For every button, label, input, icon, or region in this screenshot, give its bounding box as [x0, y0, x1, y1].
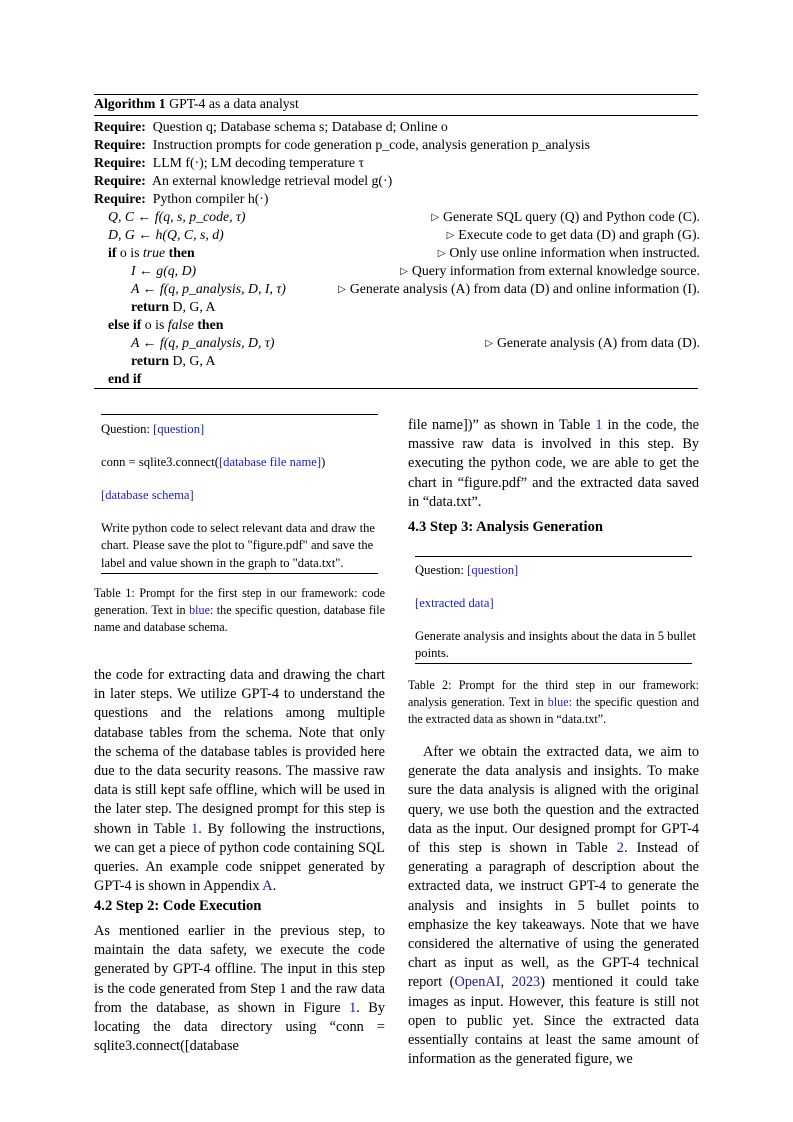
- step-execute-code-comment: ▷ Execute code to get data (D) and graph (G).: [446, 227, 700, 242]
- algorithm-header: [94, 96, 299, 112]
- table1-connect: conn = sqlite3.connect([database file name]): [101, 455, 326, 469]
- step-query-knowledge-comment: ▷ Query information from external knowledge source.: [400, 263, 700, 278]
- left-paragraph-1: the code for extracting data and drawing the chart in later steps. We utilize GPT-4 to understand the questions and the relations among multiple database tables from the schema. Note that only the schema of the database tables is provided here due to the data security reasons. The massive raw data is still kept safe offline, which will be used in the later step. The designed prompt for this step is shown in Table 1. By following the instructions, we can get a piece of python code containing SQL queries. An example code snippet generated by GPT-4 is shown in Appendix A.: [94, 667, 385, 895]
- require-line-1: [94, 118, 448, 136]
- step-generate-analysis-online-comment: ▷ Generate analysis (A) from data (D) and online information (I).: [338, 281, 700, 296]
- table-ref-link[interactable]: 2: [616, 840, 624, 857]
- triangle-icon: ▷: [338, 284, 346, 295]
- step-generate-code: Q, C ← f(q, s, p_code, τ): [108, 209, 246, 224]
- table-ref-link[interactable]: 1: [595, 417, 603, 433]
- table1-question: Question: [question]: [101, 422, 205, 436]
- step-generate-analysis-comment: ▷ Generate analysis (A) from data (D).: [485, 335, 700, 350]
- require-line-5: [94, 190, 269, 208]
- citation-link[interactable]: OpenAI: [454, 974, 501, 991]
- require-line-4: [94, 172, 392, 190]
- step-else-if: else if o is false then: [108, 317, 224, 332]
- algorithm-label: Algorithm 1: [94, 96, 166, 111]
- require-line-3: [94, 154, 364, 172]
- require-keyword: Require:: [94, 155, 146, 170]
- citation-year-link[interactable]: 2023: [511, 974, 541, 991]
- table1-caption: Table 1: Prompt for the first step in our framework: code generation. Text in blue: the specific question, database file name and database schema.: [94, 586, 385, 635]
- require-text: Instruction prompts for code generation p_code, analysis generation p_analysis: [152, 137, 590, 152]
- figure-ref-link[interactable]: 1: [349, 999, 357, 1016]
- triangle-icon: ▷: [400, 266, 408, 277]
- step-if-online-comment: ▷ Only use online information when instructed.: [437, 245, 700, 260]
- algorithm-header-rule: [94, 115, 698, 116]
- step-if-online: if o is true then: [108, 245, 195, 260]
- table-ref-link[interactable]: 1: [191, 820, 199, 837]
- left-paragraph-2: As mentioned earlier in the previous step, to maintain the data safety, we execute the code generated by GPT-4 offline. The input in this step is the code generated from Step 1 and the raw data from the database, as shown in Figure 1. By locating the data directory using “conn = sqlite3.connect([database: [94, 923, 385, 1055]
- require-keyword: Require:: [94, 137, 146, 152]
- right-paragraph-1: file name])” as shown in Table 1 in the code, the massive raw data is involved in this step. By executing the python code, we are able to get the chart in “figure.pdf” and the extracted data saved in “data.txt”.: [408, 417, 699, 510]
- step-return-1: return D, G, A: [131, 299, 216, 314]
- require-keyword: Require:: [94, 191, 146, 206]
- table1-bottom-rule: [101, 573, 378, 574]
- step-query-knowledge: I ← g(q, D): [131, 263, 197, 278]
- require-keyword: Require:: [94, 173, 146, 188]
- triangle-icon: ▷: [485, 338, 493, 349]
- require-text: Question q; Database schema s; Database d; Online o: [152, 119, 448, 134]
- right-paragraph-2: After we obtain the extracted data, we aim to generate the data analysis and insights. To make sure the data analysis is aligned with the original query, we use both the question and the extracted data as the input. Our designed prompt for GPT-4 of this step is shown in Table 2. Instead of generating a paragraph of description about the extracted data, we instruct GPT-4 to generate the analysis and insights in 5 bullet points to emphasize the key takeaways. Note that we have considered the alternative of using the generated chart as input as well, as the GPT-4 technical report (OpenAI, 2023) mentioned it could take images as input. However, this feature is still not open to public yet. Since the extracted data essentially contains at least the same amount of information as the generated figure, we: [408, 744, 699, 1068]
- step-return-2: return D, G, A: [131, 353, 216, 368]
- table2-data: [extracted data]: [415, 596, 494, 610]
- table2-top-rule: [415, 556, 692, 557]
- step-execute-code: D, G ← h(Q, C, s, d): [108, 227, 224, 242]
- table1-instruction: Write python code to select relevant data and draw the chart. Please save the plot to "figure.pdf" and save the label and value shown in the graph to "data.txt".: [101, 521, 375, 570]
- table1-schema: [database schema]: [101, 488, 194, 502]
- step-generate-analysis-online: A ← f(q, p_analysis, D, I, τ): [131, 281, 286, 296]
- triangle-icon: ▷: [446, 230, 455, 241]
- table2-caption: Table 2: Prompt for the third step in our framework: analysis generation. Text in blue: the specific question and the extracted data as shown in “data.txt”.: [408, 678, 700, 727]
- appendix-ref-link[interactable]: A: [262, 878, 273, 895]
- algorithm-title: GPT-4 as a data analyst: [169, 96, 299, 111]
- require-text: An external knowledge retrieval model g(·): [152, 173, 393, 188]
- table2-bottom-rule: [415, 663, 692, 664]
- triangle-icon: ▷: [431, 212, 440, 223]
- require-text: Python compiler h(·): [152, 191, 269, 206]
- require-text: LLM f(·); LM decoding temperature τ: [152, 155, 365, 170]
- table1-top-rule: [101, 414, 378, 415]
- section-4-3-heading: 4.3 Step 3: Analysis Generation: [408, 519, 603, 535]
- step-generate-analysis: A ← f(q, p_analysis, D, τ): [131, 335, 275, 350]
- step-generate-code-comment: ▷ Generate SQL query (Q) and Python code (C).: [431, 209, 700, 224]
- step-end-if: end if: [108, 371, 142, 386]
- require-line-2: [94, 136, 590, 154]
- section-4-2-heading: 4.2 Step 2: Code Execution: [94, 898, 262, 914]
- table2-question: Question: [question]: [415, 563, 519, 577]
- triangle-icon: ▷: [437, 248, 446, 259]
- table2-instruction: Generate analysis and insights about the data in 5 bullet points.: [415, 629, 696, 661]
- algorithm-bottom-rule: [94, 388, 698, 389]
- require-keyword: Require:: [94, 119, 146, 134]
